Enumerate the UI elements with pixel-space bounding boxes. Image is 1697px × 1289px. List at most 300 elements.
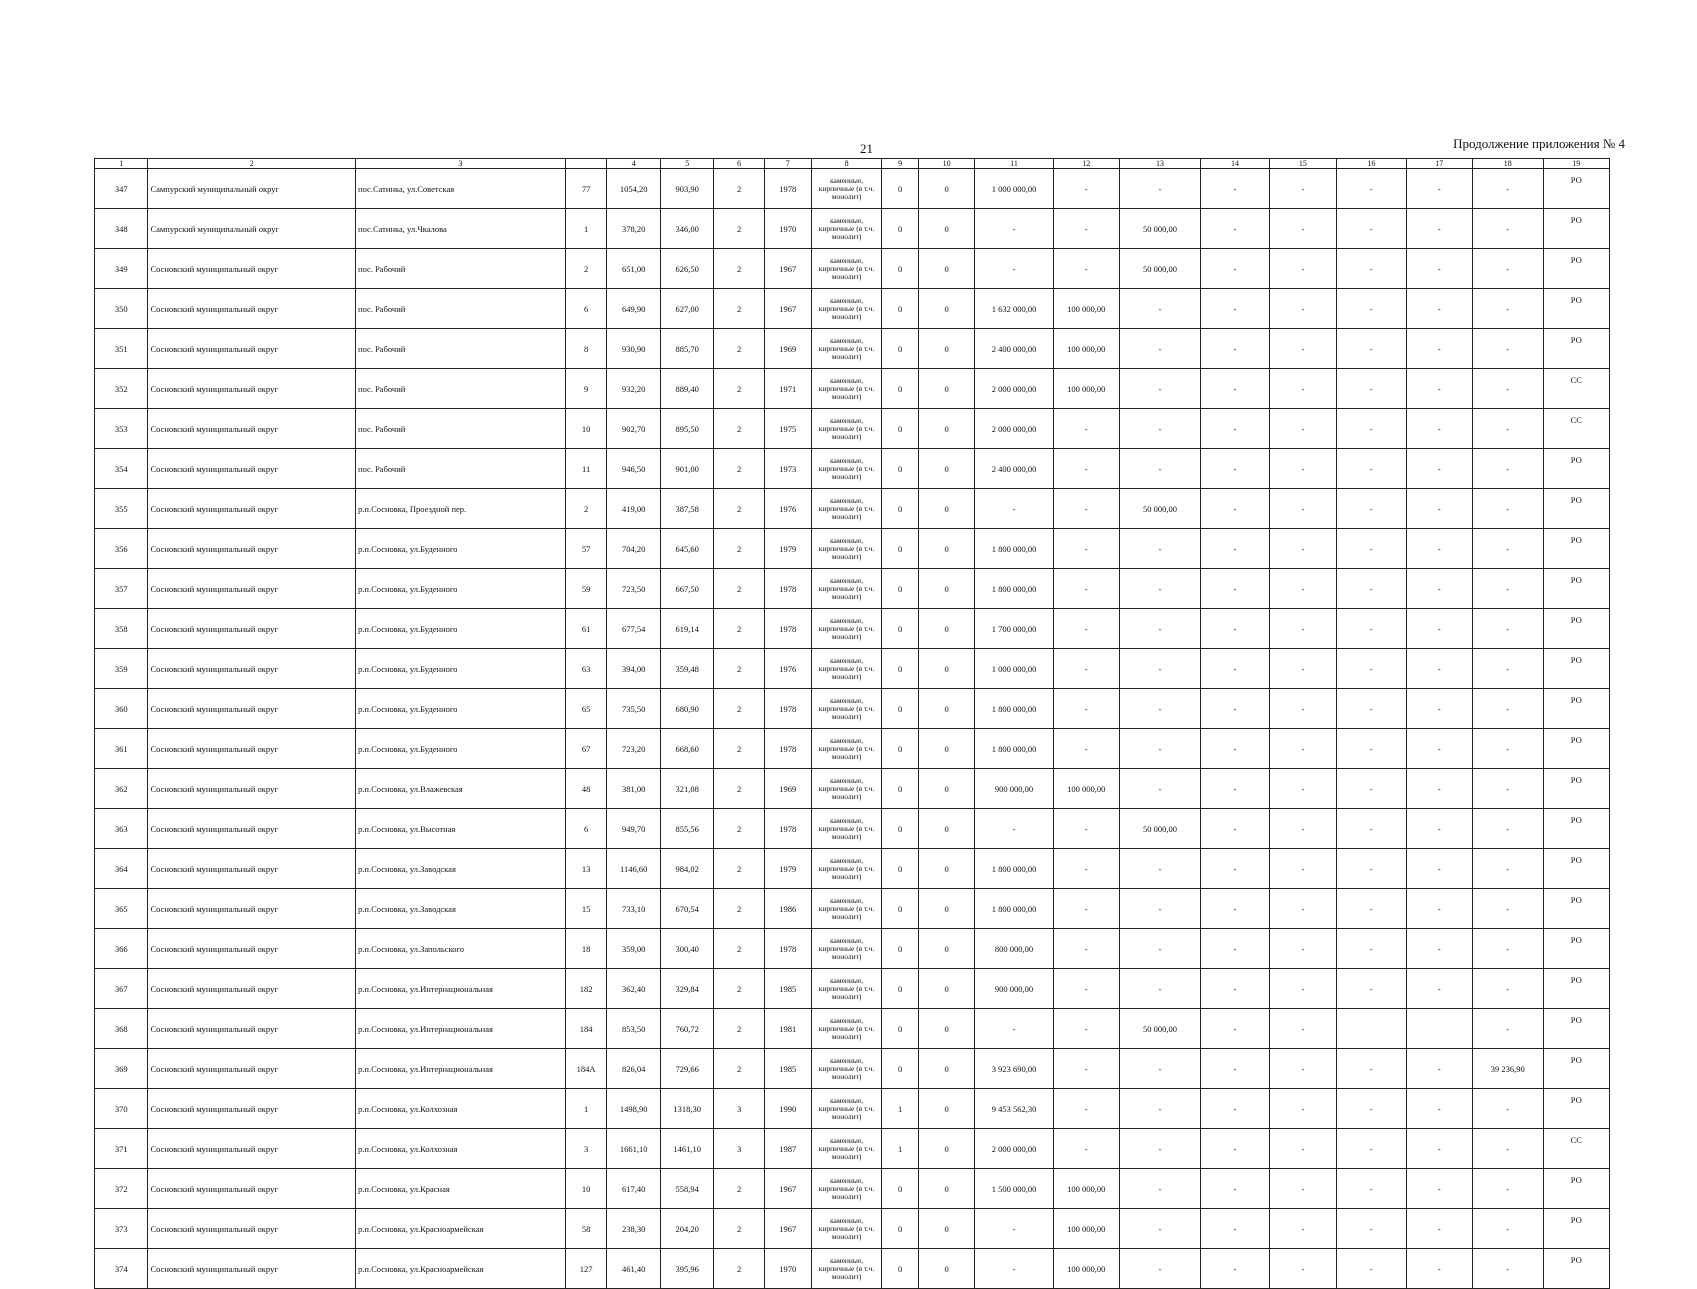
cost-col-14-cell: -	[1201, 449, 1269, 489]
col-9-cell: 0	[882, 409, 918, 449]
floors-cell: 2	[714, 849, 764, 889]
year-built-cell: 1986	[764, 889, 811, 929]
house-number-cell: 65	[565, 689, 607, 729]
column-number-cell: 4	[607, 159, 660, 169]
cost-col-13-cell: 50 000,00	[1119, 809, 1200, 849]
address-cell: р.п.Сосновка, ул.Влажевская	[356, 769, 566, 809]
row-number-cell: 364	[95, 849, 148, 889]
col-9-cell: 1	[882, 1129, 918, 1169]
living-area-cell: 667,50	[660, 569, 713, 609]
fund-type-cell: СС	[1543, 369, 1609, 409]
living-area-cell: 387,58	[660, 489, 713, 529]
year-built-cell: 1970	[764, 1249, 811, 1289]
district-name-cell: Сосновский муниципальный округ	[148, 369, 356, 409]
col-9-cell: 0	[882, 769, 918, 809]
living-area-cell: 359,48	[660, 649, 713, 689]
fund-type-cell: РО	[1543, 849, 1609, 889]
living-area-cell: 895,50	[660, 409, 713, 449]
cost-col-12-cell: -	[1053, 809, 1119, 849]
address-cell: р.п.Сосновка, ул.Красноармейская	[356, 1209, 566, 1249]
col-9-cell: 0	[882, 529, 918, 569]
cost-col-11-cell: 1 500 000,00	[975, 1169, 1053, 1209]
col-9-cell: 1	[882, 1089, 918, 1129]
col-9-cell: 0	[882, 1009, 918, 1049]
row-number-cell: 363	[95, 809, 148, 849]
year-built-cell: 1985	[764, 969, 811, 1009]
table-row	[95, 1249, 1610, 1289]
year-built-cell: 1978	[764, 729, 811, 769]
fund-type-cell: РО	[1543, 209, 1609, 249]
column-number-cell: 5	[660, 159, 713, 169]
cost-col-17-cell: -	[1406, 1209, 1472, 1249]
column-number-cell: 15	[1269, 159, 1336, 169]
cost-col-17-cell: -	[1406, 729, 1472, 769]
cost-col-15-cell: -	[1269, 1089, 1336, 1129]
district-name-cell: Сосновский муниципальный округ	[148, 729, 356, 769]
cost-col-15-cell: -	[1269, 169, 1336, 209]
address-cell: р.п.Сосновка, ул.Буденного	[356, 569, 566, 609]
district-name-cell: Сосновский муниципальный округ	[148, 569, 356, 609]
wall-material-cell: каменные, кирпичные (в т.ч. монолит)	[811, 289, 882, 329]
cost-col-14-cell: -	[1201, 809, 1269, 849]
col-10-cell: 0	[918, 849, 975, 889]
living-area-cell: 760,72	[660, 1009, 713, 1049]
table-row	[95, 489, 1610, 529]
year-built-cell: 1971	[764, 369, 811, 409]
wall-material-cell: каменные, кирпичные (в т.ч. монолит)	[811, 169, 882, 209]
column-number-cell: 18	[1472, 159, 1543, 169]
cost-col-16-cell: -	[1337, 489, 1407, 529]
year-built-cell: 1978	[764, 809, 811, 849]
house-number-cell: 57	[565, 529, 607, 569]
fund-type-cell: РО	[1543, 449, 1609, 489]
living-area-cell: 204,20	[660, 1209, 713, 1249]
cost-col-15-cell: -	[1269, 1209, 1336, 1249]
district-name-cell: Сосновский муниципальный округ	[148, 929, 356, 969]
cost-col-18-cell: -	[1472, 649, 1543, 689]
fund-type-cell: РО	[1543, 169, 1609, 209]
district-name-cell: Сосновский муниципальный округ	[148, 609, 356, 649]
cost-col-16-cell: -	[1337, 449, 1407, 489]
cost-col-13-cell: -	[1119, 1209, 1200, 1249]
table-row	[95, 849, 1610, 889]
floors-cell: 2	[714, 1009, 764, 1049]
column-number-cell: 9	[882, 159, 918, 169]
col-10-cell: 0	[918, 1089, 975, 1129]
cost-col-11-cell: -	[975, 249, 1053, 289]
cost-col-12-cell: -	[1053, 889, 1119, 929]
district-name-cell: Сосновский муниципальный округ	[148, 689, 356, 729]
col-10-cell: 0	[918, 729, 975, 769]
fund-type-cell: РО	[1543, 769, 1609, 809]
table-row	[95, 1049, 1610, 1089]
cost-col-14-cell: -	[1201, 649, 1269, 689]
cost-col-18-cell: -	[1472, 889, 1543, 929]
column-number-cell	[565, 159, 607, 169]
cost-col-18-cell: -	[1472, 489, 1543, 529]
cost-col-14-cell: -	[1201, 689, 1269, 729]
column-number-cell: 8	[811, 159, 882, 169]
cost-col-12-cell: -	[1053, 169, 1119, 209]
cost-col-12-cell: -	[1053, 1129, 1119, 1169]
cost-col-18-cell: -	[1472, 689, 1543, 729]
cost-col-13-cell: -	[1119, 529, 1200, 569]
cost-col-18-cell: -	[1472, 1129, 1543, 1169]
total-area-cell: 704,20	[607, 529, 660, 569]
cost-col-15-cell: -	[1269, 609, 1336, 649]
cost-col-13-cell: -	[1119, 449, 1200, 489]
cost-col-17-cell: -	[1406, 1249, 1472, 1289]
cost-col-16-cell: -	[1337, 1169, 1407, 1209]
living-area-cell: 670,54	[660, 889, 713, 929]
row-number-cell: 353	[95, 409, 148, 449]
cost-col-11-cell: 1 000 000,00	[975, 169, 1053, 209]
wall-material-cell: каменные, кирпичные (в т.ч. монолит)	[811, 889, 882, 929]
cost-col-14-cell: -	[1201, 209, 1269, 249]
column-number-cell: 12	[1053, 159, 1119, 169]
house-number-cell: 48	[565, 769, 607, 809]
address-cell: р.п.Сосновка, ул.Буденного	[356, 649, 566, 689]
cost-col-14-cell: -	[1201, 529, 1269, 569]
floors-cell: 2	[714, 569, 764, 609]
cost-col-13-cell: -	[1119, 929, 1200, 969]
year-built-cell: 1970	[764, 209, 811, 249]
wall-material-cell: каменные, кирпичные (в т.ч. монолит)	[811, 809, 882, 849]
cost-col-13-cell: -	[1119, 969, 1200, 1009]
year-built-cell: 1978	[764, 609, 811, 649]
total-area-cell: 617,40	[607, 1169, 660, 1209]
cost-col-17-cell: -	[1406, 489, 1472, 529]
cost-col-15-cell: -	[1269, 249, 1336, 289]
table-row	[95, 929, 1610, 969]
cost-col-17-cell: -	[1406, 929, 1472, 969]
district-name-cell: Сосновский муниципальный округ	[148, 849, 356, 889]
table-row	[95, 529, 1610, 569]
district-name-cell: Сосновский муниципальный округ	[148, 1249, 356, 1289]
fund-type-cell: СС	[1543, 409, 1609, 449]
address-cell: р.п.Сосновка, ул.Интернациональная	[356, 1049, 566, 1089]
row-number-cell: 373	[95, 1209, 148, 1249]
cost-col-15-cell: -	[1269, 689, 1336, 729]
fund-type-cell: РО	[1543, 649, 1609, 689]
cost-col-17-cell: -	[1406, 449, 1472, 489]
col-9-cell: 0	[882, 849, 918, 889]
cost-col-17-cell: -	[1406, 569, 1472, 609]
fund-type-cell: РО	[1543, 249, 1609, 289]
floors-cell: 2	[714, 289, 764, 329]
year-built-cell: 1987	[764, 1129, 811, 1169]
house-number-cell: 1	[565, 1089, 607, 1129]
cost-col-16-cell: -	[1337, 1129, 1407, 1169]
address-cell: р.п.Сосновка, ул.Запольского	[356, 929, 566, 969]
table-row	[95, 369, 1610, 409]
cost-col-11-cell: 2 000 000,00	[975, 409, 1053, 449]
cost-col-16-cell: -	[1337, 689, 1407, 729]
cost-col-14-cell: -	[1201, 329, 1269, 369]
cost-col-18-cell: -	[1472, 809, 1543, 849]
cost-col-14-cell: -	[1201, 849, 1269, 889]
cost-col-14-cell: -	[1201, 1209, 1269, 1249]
total-area-cell: 932,20	[607, 369, 660, 409]
floors-cell: 2	[714, 449, 764, 489]
house-number-cell: 63	[565, 649, 607, 689]
cost-col-13-cell: -	[1119, 409, 1200, 449]
col-9-cell: 0	[882, 969, 918, 1009]
cost-col-13-cell: -	[1119, 329, 1200, 369]
col-9-cell: 0	[882, 329, 918, 369]
col-9-cell: 0	[882, 649, 918, 689]
floors-cell: 2	[714, 1249, 764, 1289]
total-area-cell: 949,70	[607, 809, 660, 849]
col-10-cell: 0	[918, 649, 975, 689]
col-10-cell: 0	[918, 1209, 975, 1249]
total-area-cell: 381,00	[607, 769, 660, 809]
house-number-cell: 182	[565, 969, 607, 1009]
table-row	[95, 249, 1610, 289]
total-area-cell: 723,20	[607, 729, 660, 769]
cost-col-12-cell: 100 000,00	[1053, 1169, 1119, 1209]
wall-material-cell: каменные, кирпичные (в т.ч. монолит)	[811, 529, 882, 569]
col-10-cell: 0	[918, 969, 975, 1009]
col-9-cell: 0	[882, 1249, 918, 1289]
year-built-cell: 1978	[764, 169, 811, 209]
year-built-cell: 1979	[764, 849, 811, 889]
cost-col-15-cell: -	[1269, 1129, 1336, 1169]
row-number-cell: 374	[95, 1249, 148, 1289]
cost-col-16-cell: -	[1337, 969, 1407, 1009]
address-cell: р.п.Сосновка, Проездной пер.	[356, 489, 566, 529]
fund-type-cell: РО	[1543, 889, 1609, 929]
total-area-cell: 419,00	[607, 489, 660, 529]
address-cell: р.п.Сосновка, ул.Буденного	[356, 689, 566, 729]
cost-col-11-cell: 1 800 000,00	[975, 569, 1053, 609]
cost-col-13-cell: 50 000,00	[1119, 489, 1200, 529]
cost-col-11-cell: 1 800 000,00	[975, 689, 1053, 729]
cost-col-13-cell: -	[1119, 1169, 1200, 1209]
cost-col-18-cell: -	[1472, 1249, 1543, 1289]
column-number-cell: 13	[1119, 159, 1200, 169]
cost-col-16-cell: -	[1337, 649, 1407, 689]
column-number-cell: 16	[1337, 159, 1407, 169]
cost-col-11-cell: -	[975, 1209, 1053, 1249]
living-area-cell: 619,14	[660, 609, 713, 649]
year-built-cell: 1967	[764, 1169, 811, 1209]
col-10-cell: 0	[918, 809, 975, 849]
floors-cell: 2	[714, 809, 764, 849]
col-9-cell: 0	[882, 289, 918, 329]
total-area-cell: 902,70	[607, 409, 660, 449]
cost-col-13-cell: -	[1119, 769, 1200, 809]
cost-col-11-cell: 1 800 000,00	[975, 529, 1053, 569]
floors-cell: 2	[714, 729, 764, 769]
fund-type-cell: РО	[1543, 809, 1609, 849]
row-number-cell: 350	[95, 289, 148, 329]
house-number-cell: 2	[565, 489, 607, 529]
cost-col-14-cell: -	[1201, 1249, 1269, 1289]
total-area-cell: 853,50	[607, 1009, 660, 1049]
floors-cell: 2	[714, 169, 764, 209]
cost-col-13-cell: -	[1119, 569, 1200, 609]
wall-material-cell: каменные, кирпичные (в т.ч. монолит)	[811, 1249, 882, 1289]
living-area-cell: 627,00	[660, 289, 713, 329]
page-number: 21	[860, 141, 873, 156]
cost-col-16-cell: -	[1337, 369, 1407, 409]
cost-col-11-cell: -	[975, 209, 1053, 249]
wall-material-cell: каменные, кирпичные (в т.ч. монолит)	[811, 1089, 882, 1129]
cost-col-18-cell: -	[1472, 289, 1543, 329]
cost-col-12-cell: -	[1053, 529, 1119, 569]
living-area-cell: 680,90	[660, 689, 713, 729]
floors-cell: 3	[714, 1129, 764, 1169]
cost-col-15-cell: -	[1269, 649, 1336, 689]
cost-col-14-cell: -	[1201, 489, 1269, 529]
cost-col-15-cell: -	[1269, 1249, 1336, 1289]
district-name-cell: Сосновский муниципальный округ	[148, 969, 356, 1009]
total-area-cell: 735,50	[607, 689, 660, 729]
total-area-cell: 733,10	[607, 889, 660, 929]
cost-col-18-cell: -	[1472, 329, 1543, 369]
cost-col-11-cell: 1 700 000,00	[975, 609, 1053, 649]
address-cell: р.п.Сосновка, ул.Заводская	[356, 849, 566, 889]
cost-col-12-cell: 100 000,00	[1053, 369, 1119, 409]
cost-col-16-cell: -	[1337, 849, 1407, 889]
cost-col-18-cell: -	[1472, 609, 1543, 649]
cost-col-13-cell: -	[1119, 369, 1200, 409]
cost-col-12-cell: -	[1053, 929, 1119, 969]
wall-material-cell: каменные, кирпичные (в т.ч. монолит)	[811, 409, 882, 449]
house-number-cell: 2	[565, 249, 607, 289]
house-number-cell: 6	[565, 289, 607, 329]
address-cell: пос. Рабочий	[356, 249, 566, 289]
cost-col-15-cell: -	[1269, 809, 1336, 849]
cost-col-18-cell: -	[1472, 409, 1543, 449]
col-10-cell: 0	[918, 1129, 975, 1169]
fund-type-cell: РО	[1543, 1009, 1609, 1049]
cost-col-14-cell: -	[1201, 289, 1269, 329]
cost-col-18-cell: -	[1472, 529, 1543, 569]
cost-col-13-cell: -	[1119, 1249, 1200, 1289]
col-10-cell: 0	[918, 449, 975, 489]
cost-col-11-cell: 2 000 000,00	[975, 1129, 1053, 1169]
cost-col-11-cell: -	[975, 1249, 1053, 1289]
cost-col-17-cell: -	[1406, 209, 1472, 249]
floors-cell: 2	[714, 369, 764, 409]
year-built-cell: 1985	[764, 1049, 811, 1089]
cost-col-13-cell: -	[1119, 689, 1200, 729]
cost-col-14-cell: -	[1201, 1129, 1269, 1169]
living-area-cell: 558,94	[660, 1169, 713, 1209]
fund-type-cell: РО	[1543, 489, 1609, 529]
cost-col-11-cell: 1 000 000,00	[975, 649, 1053, 689]
cost-col-11-cell: 1 632 000,00	[975, 289, 1053, 329]
cost-col-14-cell: -	[1201, 929, 1269, 969]
cost-col-15-cell: -	[1269, 369, 1336, 409]
cost-col-12-cell: -	[1053, 209, 1119, 249]
table-row	[95, 1209, 1610, 1249]
col-10-cell: 0	[918, 169, 975, 209]
fund-type-cell: РО	[1543, 1249, 1609, 1289]
wall-material-cell: каменные, кирпичные (в т.ч. монолит)	[811, 249, 882, 289]
living-area-cell: 885,70	[660, 329, 713, 369]
col-10-cell: 0	[918, 249, 975, 289]
house-number-cell: 127	[565, 1249, 607, 1289]
cost-col-16-cell: -	[1337, 1089, 1407, 1129]
living-area-cell: 321,08	[660, 769, 713, 809]
cost-col-15-cell: -	[1269, 929, 1336, 969]
floors-cell: 2	[714, 1049, 764, 1089]
wall-material-cell: каменные, кирпичные (в т.ч. монолит)	[811, 1129, 882, 1169]
cost-col-18-cell: -	[1472, 569, 1543, 609]
district-name-cell: Сосновский муниципальный округ	[148, 889, 356, 929]
cost-col-18-cell: -	[1472, 209, 1543, 249]
cost-col-16-cell: -	[1337, 289, 1407, 329]
total-area-cell: 461,40	[607, 1249, 660, 1289]
cost-col-11-cell: 900 000,00	[975, 969, 1053, 1009]
district-name-cell: Сосновский муниципальный округ	[148, 289, 356, 329]
wall-material-cell: каменные, кирпичные (в т.ч. монолит)	[811, 1169, 882, 1209]
living-area-cell: 346,00	[660, 209, 713, 249]
year-built-cell: 1973	[764, 449, 811, 489]
cost-col-13-cell: -	[1119, 1089, 1200, 1129]
table-row	[95, 689, 1610, 729]
cost-col-16-cell: -	[1337, 929, 1407, 969]
cost-col-12-cell: -	[1053, 649, 1119, 689]
fund-type-cell: РО	[1543, 529, 1609, 569]
cost-col-15-cell: -	[1269, 329, 1336, 369]
row-number-cell: 347	[95, 169, 148, 209]
living-area-cell: 329,84	[660, 969, 713, 1009]
cost-col-18-cell: -	[1472, 369, 1543, 409]
total-area-cell: 946,50	[607, 449, 660, 489]
cost-col-13-cell: -	[1119, 289, 1200, 329]
col-10-cell: 0	[918, 1169, 975, 1209]
house-number-cell: 13	[565, 849, 607, 889]
floors-cell: 2	[714, 969, 764, 1009]
fund-type-cell: РО	[1543, 329, 1609, 369]
floors-cell: 2	[714, 209, 764, 249]
cost-col-13-cell: -	[1119, 889, 1200, 929]
cost-col-12-cell: -	[1053, 689, 1119, 729]
column-number-cell: 7	[764, 159, 811, 169]
wall-material-cell: каменные, кирпичные (в т.ч. монолит)	[811, 1049, 882, 1089]
address-cell: р.п.Сосновка, ул.Красноармейская	[356, 1249, 566, 1289]
table-row	[95, 289, 1610, 329]
address-cell: пос. Рабочий	[356, 409, 566, 449]
col-10-cell: 0	[918, 569, 975, 609]
cost-col-17-cell: -	[1406, 649, 1472, 689]
cost-col-12-cell: 100 000,00	[1053, 769, 1119, 809]
address-cell: р.п.Сосновка, ул.Буденного	[356, 529, 566, 569]
col-10-cell: 0	[918, 529, 975, 569]
total-area-cell: 826,04	[607, 1049, 660, 1089]
floors-cell: 2	[714, 889, 764, 929]
row-number-cell: 348	[95, 209, 148, 249]
house-number-cell: 8	[565, 329, 607, 369]
col-9-cell: 0	[882, 209, 918, 249]
district-name-cell: Сосновский муниципальный округ	[148, 809, 356, 849]
living-area-cell: 729,66	[660, 1049, 713, 1089]
cost-col-14-cell: -	[1201, 569, 1269, 609]
cost-col-14-cell: -	[1201, 1009, 1269, 1049]
fund-type-cell: СС	[1543, 1129, 1609, 1169]
fund-type-cell: РО	[1543, 609, 1609, 649]
fund-type-cell: РО	[1543, 729, 1609, 769]
row-number-cell: 367	[95, 969, 148, 1009]
total-area-cell: 359,00	[607, 929, 660, 969]
cost-col-17-cell: -	[1406, 769, 1472, 809]
floors-cell: 2	[714, 649, 764, 689]
table-row	[95, 809, 1610, 849]
